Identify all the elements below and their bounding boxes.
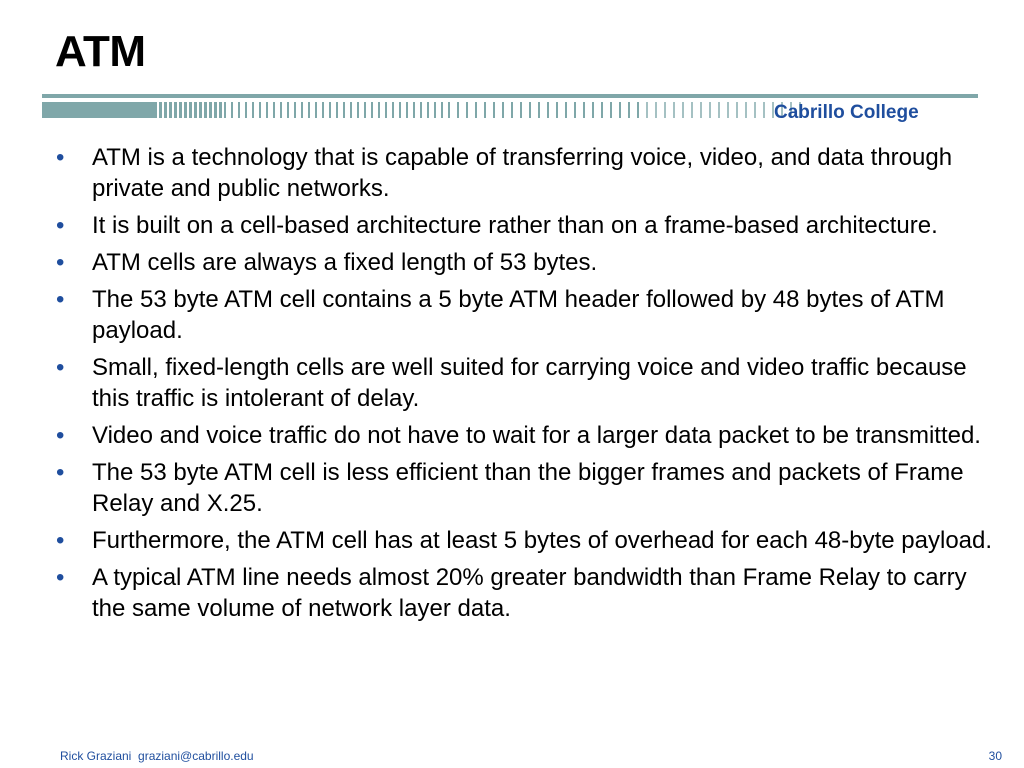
bullet-text: ATM is a technology that is capable of transferring voice, video, and data through private and public networks.: [92, 144, 953, 202]
college-logo-text: Cabrillo College: [774, 102, 919, 123]
bullet-dot-icon: •: [56, 422, 65, 449]
bullet-dot-icon: •: [56, 354, 65, 381]
bullet-dot-icon: •: [56, 564, 65, 591]
bullet-text: Small, fixed-length cells are well suited for carrying voice and video traffic because this traffic is intolerant of delay.: [92, 354, 967, 412]
bullet-text: A typical ATM line needs almost 20% greater bandwidth than Frame Relay to carry the same volume of network layer data.: [92, 564, 967, 622]
footer-author: Rick Graziani graziani@cabrillo.edu: [60, 749, 254, 763]
bullet-text: Furthermore, the ATM cell has at least 5 bytes of overhead for each 48-byte payload.: [92, 527, 993, 554]
bullet-text: The 53 byte ATM cell is less efficient than the bigger frames and packets of Frame Relay and X.25.: [92, 459, 964, 517]
bullet-item: [40, 247, 1000, 278]
banner-stripes: [42, 98, 802, 120]
bullet-item: [40, 562, 1000, 624]
bullet-item: [40, 142, 1000, 204]
bullet-item: [40, 420, 1000, 451]
bullet-item: [40, 352, 1000, 414]
bullet-item: [40, 210, 1000, 241]
bullet-text: The 53 byte ATM cell contains a 5 byte ATM header followed by 48 bytes of ATM payload.: [92, 286, 945, 344]
bullet-dot-icon: •: [56, 249, 65, 276]
bullet-dot-icon: •: [56, 286, 65, 313]
bullet-item: [40, 525, 1000, 556]
slide-title: ATM: [55, 27, 146, 76]
bullet-item: [40, 457, 1000, 519]
bullet-list: [40, 142, 1000, 630]
header-banner: [42, 94, 978, 124]
bullet-dot-icon: •: [56, 212, 65, 239]
bullet-text: It is built on a cell-based architecture rather than on a frame-based architecture.: [92, 212, 938, 239]
page-number: 30: [988, 749, 1002, 763]
bullet-dot-icon: •: [56, 459, 65, 486]
bullet-text: ATM cells are always a fixed length of 53 bytes.: [92, 249, 598, 276]
bullet-dot-icon: •: [56, 527, 65, 554]
bullet-item: [40, 284, 1000, 346]
bullet-dot-icon: •: [56, 144, 65, 171]
bullet-text: Video and voice traffic do not have to wait for a larger data packet to be transmitted.: [92, 422, 981, 449]
